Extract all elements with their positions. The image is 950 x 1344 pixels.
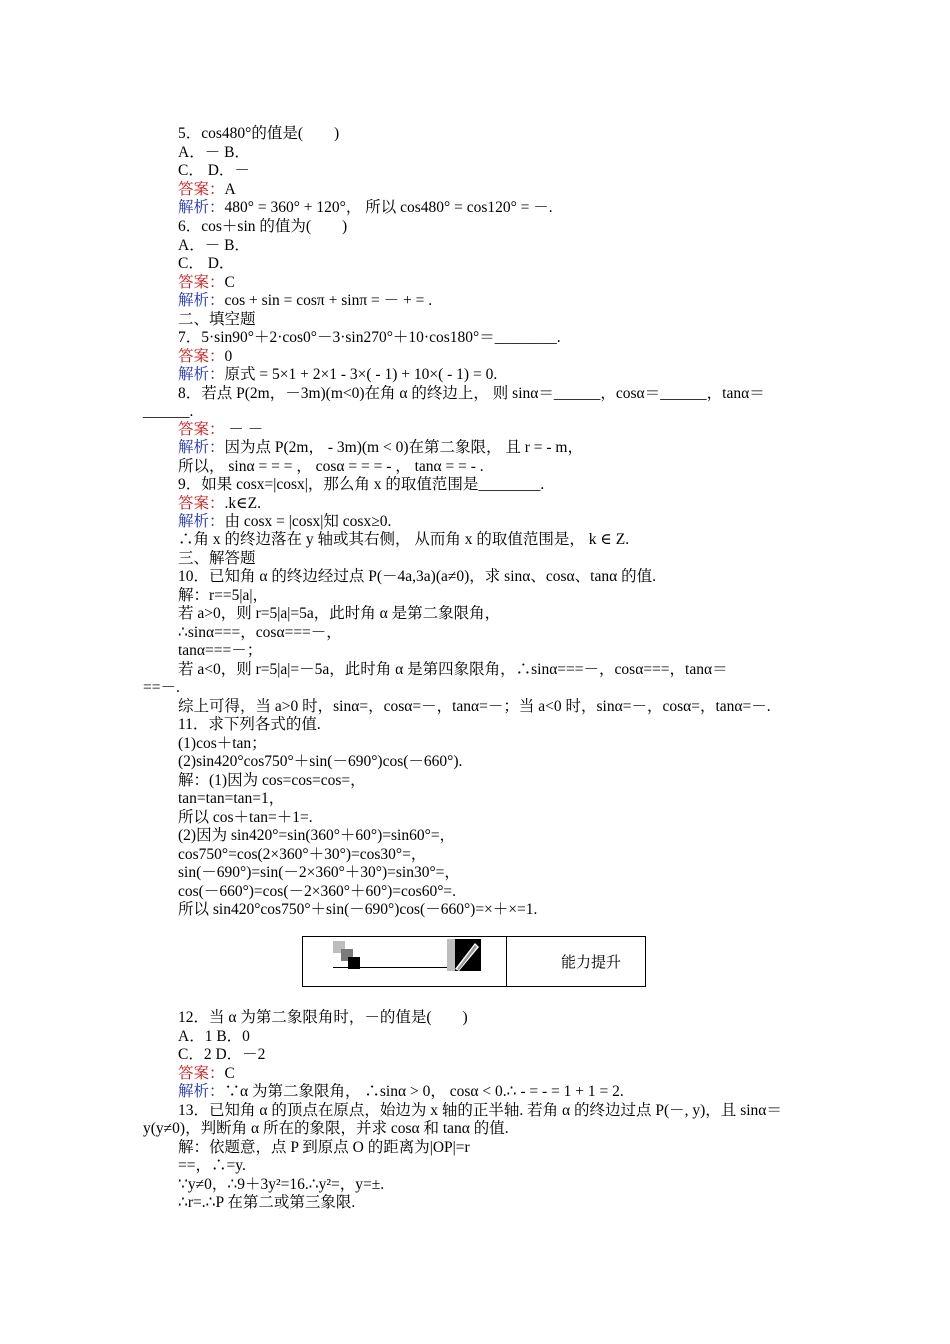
line-text: tanα===－； <box>178 642 263 659</box>
text-line <box>178 1157 246 1175</box>
text-line <box>178 218 347 236</box>
text-line <box>178 144 250 162</box>
text-line <box>178 716 321 734</box>
line-text: 综上可得，当 a>0 时，sinα=，cosα=－，tanα=－；当 a<0 时，sinα=－，cosα=，tanα=－. <box>178 698 771 715</box>
text-line <box>143 1120 509 1138</box>
text-line <box>178 1009 468 1027</box>
text-line <box>178 642 262 660</box>
line-text: 解：(1)因为 cos=cos=cos=， <box>178 772 366 789</box>
line-text: 13．已知角 α 的顶点在原点，始边为 x 轴的正半轴. 若角 α 的终边过点 P(－, y)，且 sinα＝ <box>178 1102 782 1119</box>
text-line <box>178 181 236 199</box>
banner-divider <box>506 937 507 986</box>
line-text: ∴r=.∴P 在第二或第三象限. <box>178 1194 356 1211</box>
text-line <box>178 292 432 310</box>
line-text: ∴角 x 的终边落在 y 轴或其右侧， 从而角 x 的取值范围是， k ∈ Z. <box>178 531 630 548</box>
line-text: ==，∴=y. <box>178 1157 246 1174</box>
pen-icon <box>445 939 481 971</box>
line-text: 所以 sin420°cos750°＋sin(－690°)cos(－660°)=×＋×=1. <box>178 901 538 918</box>
text-line <box>178 1194 355 1212</box>
line-text: 5．cos480°的值是( ) <box>178 125 340 142</box>
line-text: 480° = 360° + 120°， 所以 cos480° = cos120° = －. <box>224 199 553 216</box>
text-line <box>178 199 553 217</box>
line-text: 二、填空题 <box>178 311 256 328</box>
text-line <box>178 237 250 255</box>
text-line <box>178 605 500 623</box>
line-text: 所以， sinα = = = ， cosα = = = - ， tanα = = - . <box>178 458 484 475</box>
text-line <box>143 679 180 697</box>
line-text: A．1 B．0 <box>178 1028 250 1045</box>
text-line <box>178 1046 265 1064</box>
text-line <box>178 125 339 143</box>
text-line <box>178 790 284 808</box>
line-text: 若 a<0，则 r=5|a|=－5a，此时角 α 是第四象限角，∴sinα===－，cosα===，tanα＝ <box>178 661 728 678</box>
text-line <box>178 1083 624 1101</box>
analysis-label: 解析： <box>178 292 225 309</box>
line-text: A <box>224 181 236 198</box>
line-text: ______. <box>143 403 194 420</box>
text-line <box>178 458 484 476</box>
line-text: 0 <box>224 348 233 365</box>
text-line <box>178 1176 384 1194</box>
line-text: tan=tan=tan=1， <box>178 790 285 807</box>
section-banner <box>302 936 646 987</box>
answer-label: 答案： <box>178 274 225 291</box>
text-line <box>178 550 256 568</box>
line-text: 解：r==5|a|， <box>178 587 268 604</box>
line-text: 9．如果 cosx=|cosx|，那么角 x 的取值范围是________. <box>178 476 545 493</box>
line-text: 11．求下列各式的值. <box>178 716 321 733</box>
line-text: C． D． <box>178 255 235 272</box>
text-line <box>178 329 561 347</box>
line-text: 8．若点 P(2m，－3m)(m<0)在角 α 的终边上， 则 sinα＝______，cosα＝______，tanα＝ <box>178 385 765 402</box>
line-text: A．－ B． <box>178 144 250 161</box>
text-line <box>178 162 250 180</box>
line-text: cos + sin = cosπ + sinπ = － + = . <box>224 292 433 309</box>
text-line <box>178 495 261 513</box>
text-line <box>178 809 313 827</box>
line-text: (1)cos＋tan； <box>178 735 267 752</box>
line-text: C <box>224 274 235 291</box>
line-text: ==－. <box>143 679 180 696</box>
line-text: C <box>224 1065 235 1082</box>
text-line <box>178 385 765 403</box>
line-text: cos(－660°)=cos(－2×360°＋60°)=cos60°=. <box>178 883 457 900</box>
line-text: 所以 cos＋tan=＋1=. <box>178 809 313 826</box>
text-line <box>178 1139 470 1157</box>
answer-label: 答案： <box>178 495 225 512</box>
answer-label: 答案： <box>178 1065 225 1082</box>
text-line <box>178 698 771 716</box>
text-line <box>178 846 426 864</box>
text-line <box>143 403 193 421</box>
text-line <box>178 735 267 753</box>
analysis-label: 解析： <box>178 513 225 530</box>
line-text: 三、解答题 <box>178 550 256 567</box>
analysis-label: 解析： <box>178 1083 225 1100</box>
line-text: ∵y≠0，∴9＋3y²=16.∴y²=，y=±. <box>178 1176 385 1193</box>
line-text: A．－ B． <box>178 237 250 254</box>
banner-square-icon <box>348 957 360 969</box>
text-line <box>178 827 455 845</box>
text-line <box>178 1028 250 1046</box>
text-line <box>178 439 583 457</box>
text-line <box>178 587 268 605</box>
text-line <box>178 421 263 439</box>
line-text: 12．当 α 为第二象限角时，－的值是( ) <box>178 1009 468 1026</box>
line-text: (2)sin420°cos750°＋sin(－690°)cos(－660°). <box>178 753 463 770</box>
line-text: － － <box>224 421 264 438</box>
text-line <box>178 255 234 273</box>
text-line <box>178 661 728 679</box>
line-text: ∴sinα===，cosα===－， <box>178 624 342 641</box>
text-line <box>178 624 342 642</box>
line-text: y(y≠0)，判断角 α 所在的象限，并求 cosα 和 tanα 的值. <box>143 1120 509 1137</box>
line-text: C．2 D．－2 <box>178 1046 266 1063</box>
answer-label: 答案： <box>178 421 225 438</box>
line-text: 原式 = 5×1 + 2×1 - 3×( - 1) + 10×( - 1) = 0. <box>224 366 498 383</box>
line-text: sin(－690°)=sin(－2×360°＋30°)=sin30°=， <box>178 864 460 881</box>
text-line <box>178 883 456 901</box>
line-text: 解：依题意，点 P 到原点 O 的距离为|OP|=r <box>178 1139 470 1156</box>
analysis-label: 解析： <box>178 439 225 456</box>
line-text: cos750°=cos(2×360°＋30°)=cos30°=， <box>178 846 427 863</box>
text-line <box>178 311 256 329</box>
line-text: .k∈Z. <box>224 495 261 512</box>
text-line <box>178 1065 235 1083</box>
text-line <box>178 531 629 549</box>
banner-label: 能力提升 <box>561 953 622 971</box>
analysis-label: 解析： <box>178 199 225 216</box>
line-text: C． D．－ <box>178 162 250 179</box>
text-line <box>178 901 537 919</box>
line-text: 10．已知角 α 的终边经过点 P(－4a,3a)(a≠0)，求 sinα、cosα、tanα 的值. <box>178 568 656 585</box>
text-line <box>178 568 656 586</box>
text-line <box>178 1102 782 1120</box>
line-text: ∵α 为第二象限角， ∴sinα > 0， cosα < 0.∴ - = - = 1 + 1 = 2. <box>224 1083 624 1100</box>
line-text: 6．cos＋sin 的值为( ) <box>178 218 348 235</box>
text-line <box>178 753 462 771</box>
line-text: 若 a>0，则 r=5|a|=5a，此时角 α 是第二象限角， <box>178 605 501 622</box>
text-line <box>178 772 366 790</box>
line-text: 7．5·sin90°＋2·cos0°－3·sin270°＋10·cos180°＝________. <box>178 329 561 346</box>
line-text: 因为点 P(2m， - 3m)(m < 0)在第二象限， 且 r = - m， <box>224 439 583 456</box>
text-line <box>178 274 235 292</box>
text-line <box>178 348 232 366</box>
text-line <box>178 513 391 531</box>
text-line <box>178 476 544 494</box>
analysis-label: 解析： <box>178 366 225 383</box>
text-line <box>178 366 497 384</box>
line-text: 由 cosx = |cosx|知 cosx≥0. <box>224 513 392 530</box>
text-line <box>178 864 460 882</box>
line-text: (2)因为 sin420°=sin(360°＋60°)=sin60°=， <box>178 827 456 844</box>
answer-label: 答案： <box>178 181 225 198</box>
answer-label: 答案： <box>178 348 225 365</box>
